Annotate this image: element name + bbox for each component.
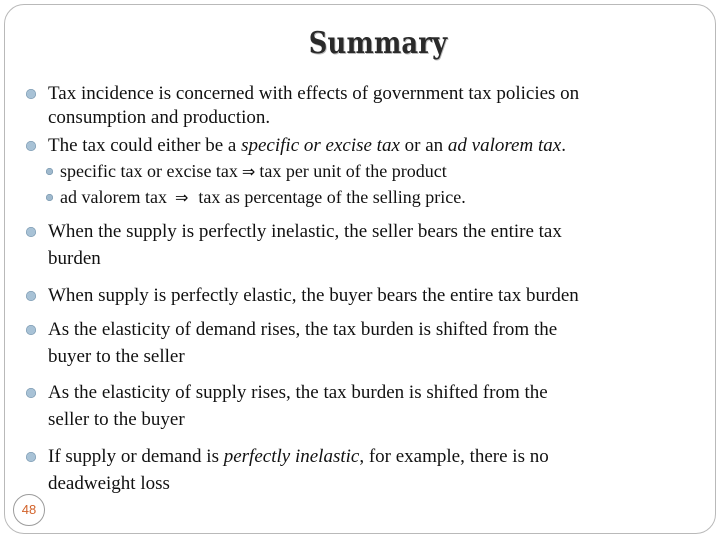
term-perfectly-inelastic: perfectly inelastic	[223, 446, 360, 467]
bullet-deadweight-loss	[26, 443, 716, 497]
bullet-elastic-supply	[26, 282, 716, 309]
bullet-text: The tax could either be a specific or excise tax or an ad valorem tax.	[48, 135, 566, 156]
bullet-demand-elasticity	[26, 316, 716, 370]
bullet-marker	[26, 452, 36, 462]
sub-bullet-text: specific tax or excise tax ⇒ tax per unit of the product	[60, 161, 447, 181]
bullet-inelastic-supply	[26, 218, 716, 272]
bullet-text: As the elasticity of supply rises, the tax burden is shifted from the seller to the buyer	[48, 382, 548, 430]
sub-bullet-marker	[46, 194, 53, 201]
bullet-text: When the supply is perfectly inelastic, the seller bears the entire tax burden	[48, 221, 562, 269]
term-ad-valorem: ad valorem tax	[447, 135, 562, 156]
bullet-marker	[26, 325, 36, 335]
bullet-marker	[26, 388, 36, 398]
bullet-supply-elasticity	[26, 379, 716, 433]
bullet-tax-types	[26, 132, 716, 159]
bullet-text: When supply is perfectly elastic, the buyer bears the entire tax burden	[48, 285, 579, 306]
bullet-marker	[26, 89, 36, 99]
bullet-marker	[26, 291, 36, 301]
sub-bullet-marker	[46, 168, 53, 175]
implies-arrow-icon: ⇒	[174, 188, 189, 207]
sub-bullet-text: ad valorem tax ⇒ tax as percentage of the selling price.	[60, 187, 466, 207]
page-number-badge: 48	[13, 494, 45, 526]
bullet-text: Tax incidence is concerned with effects of government tax policies on consumption and production.	[48, 83, 580, 128]
slide-title: Summary	[308, 26, 448, 61]
bullet-marker	[26, 227, 36, 237]
bullet-tax-incidence	[26, 80, 716, 129]
sub-bullet-ad-valorem-tax	[46, 184, 720, 211]
bullet-text: If supply or demand is perfectly inelastic, for example, there is no deadweight loss	[48, 446, 549, 494]
sub-bullet-specific-tax	[46, 158, 720, 185]
bullet-marker	[26, 141, 36, 151]
term-specific-or-excise: specific or excise tax	[241, 135, 400, 156]
implies-arrow-icon: ⇒	[241, 162, 256, 181]
bullet-text: As the elasticity of demand rises, the tax burden is shifted from the buyer to the seller	[48, 319, 558, 367]
